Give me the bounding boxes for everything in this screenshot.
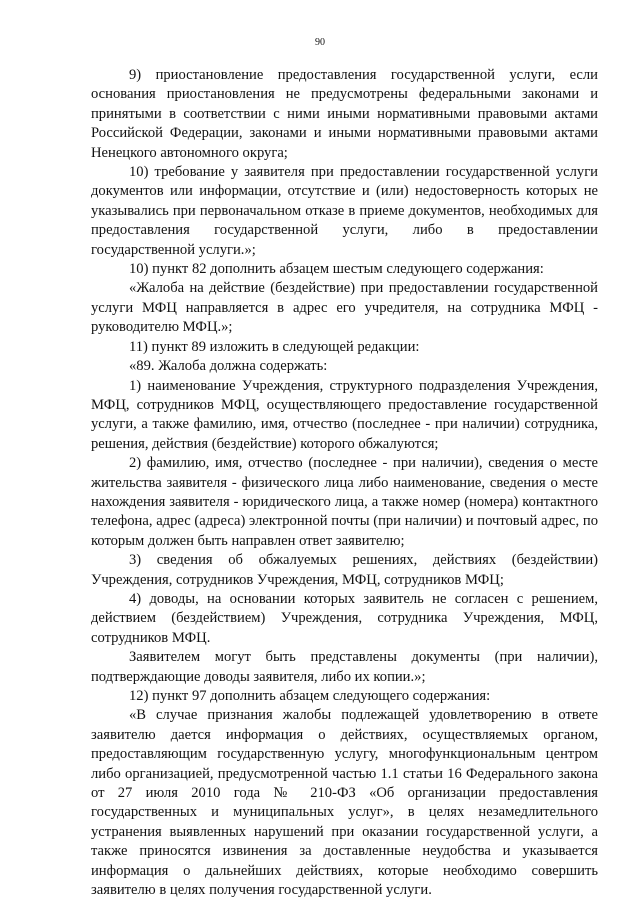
paragraph-complaint-item-1: 1) наименование Учреждения, структурного подразделения Учреждения, МФЦ, сотрудников МФЦ, осуществляющего предоставление государственной услуги, а также фамилию, имя, отчество (последнее - при наличии) сотрудника, решения, действия (бездействие) которого обжалуются; <box>91 377 598 452</box>
paragraph-amendment-12-point-97: 12) пункт 97 дополнить абзацем следующего содержания: <box>129 688 491 704</box>
paragraph-complaint-satisfaction: «В случае признания жалобы подлежащей удовлетворению в ответе заявителю дается информация о действиях, осуществляемых органом, предоставляющим государственную услугу, многофункциональным центром либо организацией, предусмотренной частью 1.1 статьи 16 Федерального закона от 27 июля 2010 года № 210-ФЗ «Об организации предоставления государственных и муниципальных услуг», в целях незамедлительного устранения выявленных нарушений при оказании государственной услуги, а также приносятся извинения за доставленные неудобства и указывается информация о дальнейших действиях, которые необходимо совершить заявителю в целях получения государственной услуги. <box>91 707 598 899</box>
paragraph-amendment-11-point-89: 11) пункт 89 изложить в следующей редакции: <box>129 338 420 355</box>
paragraph-supporting-documents: Заявителем могут быть представлены документы (при наличии), подтверждающие доводы заявителя, либо их копии.»; <box>91 649 598 685</box>
paragraph-amendment-10-point-82: 10) пункт 82 дополнить абзацем шестым следующего содержания: <box>129 261 544 278</box>
paragraph-complaint-item-4: 4) доводы, на основании которых заявитель не согласен с решением, действием (бездействием) Учреждения, сотрудника Учреждения, МФЦ, сотрудников МФЦ. <box>91 590 598 646</box>
page-number: 90 <box>315 37 325 48</box>
paragraph-item-9-suspension: 9) приостановление предоставления государственной услуги, если основания приостановления не предусмотрены федеральными законами и принятыми в соответствии с ними иными нормативными правовыми актами Российской Федерации, законами и иными нормативными правовыми актами Ненецкого автономного округа; <box>91 67 598 161</box>
paragraph-complaint-mfc: «Жалоба на действие (бездействие) при предоставлении государственной услуги МФЦ направляется в адрес его учредителя, на сотрудника МФЦ - руководителю МФЦ.»; <box>91 280 598 336</box>
paragraph-complaint-item-2: 2) фамилию, имя, отчество (последнее - при наличии), сведения о месте жительства заявителя - физического лица либо наименование, сведения о месте нахождения заявителя - юридического лица, а также номер (номера) контактного телефона, адрес (адреса) электронной почты (при наличии) и почтовый адрес, по которым должен быть направлен ответ заявителю; <box>91 455 598 549</box>
document-body <box>91 66 598 900</box>
paragraph-complaint-item-3: 3) сведения об обжалуемых решениях, действиях (бездействии) Учреждения, сотрудников Учреждения, МФЦ, сотрудников МФЦ; <box>91 552 598 588</box>
paragraph-point-89-heading: «89. Жалоба должна содержать: <box>129 358 328 375</box>
paragraph-item-10-documents-requirement: 10) требование у заявителя при предоставлении государственной услуги документов или информации, отсутствие и (или) недостоверность которых не указывались при первоначальном отказе в приеме документов, необходимых для предоставления государственной услуги, либо в предоставлении государственной услуги.»; <box>91 164 598 258</box>
